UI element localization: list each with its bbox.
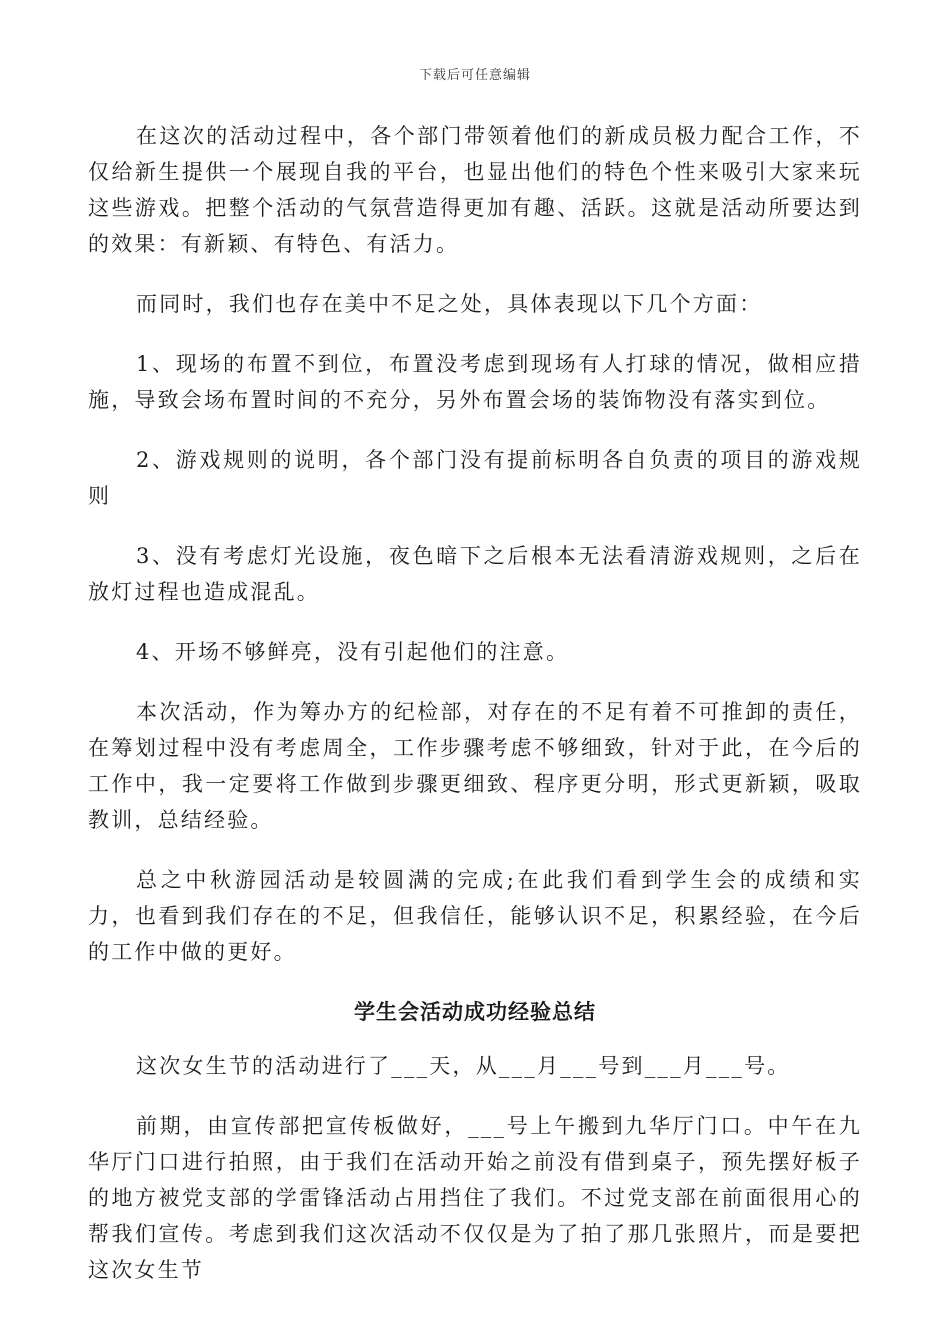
paragraph-early-stage: 前期，由宣传部把宣传板做好，___号上午搬到九华厅门口。中午在九华厅门口进行拍照，由于我们在活动开始之前没有借到桌子，预先摆好板子的地方被党支部的学雷锋活动占用挡住了我们。不过党支部在前面很用心的帮我们宣传。考虑到我们这次活动不仅仅是为了拍了那几张照片，而是要把这次女生节 [88, 1114, 862, 1282]
paragraph-effect-summary: 在这次的活动过程中，各个部门带领着他们的新成员极力配合工作，不仅给新生提供一个展现自我的平台，也显出他们的特色个性来吸引大家来玩这些游戏。把整个活动的气氛营造得更加有趣、活跃。这就是活动所要达到的效果：有新颖、有特色、有活力。 [88, 124, 862, 256]
paragraph-shortcoming-1: 1、现场的布置不到位，布置没考虑到现场有人打球的情况，做相应措施，导致会场布置时间的不充分，另外布置会场的装饰物没有落实到位。 [88, 352, 862, 412]
document-body [88, 118, 862, 1312]
paragraph-shortcoming-3: 3、没有考虑灯光设施，夜色暗下之后根本无法看清游戏规则，之后在放灯过程也造成混乱。 [88, 544, 862, 604]
paragraph-shortcoming-2: 2、游戏规则的说明，各个部门没有提前标明各自负责的项目的游戏规则 [88, 448, 862, 508]
section-heading: 学生会活动成功经验总结 [354, 1000, 596, 1024]
paragraph-shortcoming-4: 4、开场不够鲜亮，没有引起他们的注意。 [136, 640, 570, 664]
paragraph-responsibility: 本次活动，作为筹办方的纪检部，对存在的不足有着不可推卸的责任，在筹划过程中没有考虑周全，工作步骤考虑不够细致，针对于此，在今后的工作中，我一定要将工作做到步骤更细致、程序更分明，形式更新颖，吸取教训，总结经验。 [88, 700, 862, 832]
page-header-note: 下载后可任意编辑 [418, 68, 531, 83]
paragraph-conclusion: 总之中秋游园活动是较圆满的完成;在此我们看到学生会的成绩和实力，也看到我们存在的不足，但我信任，能够认识不足，积累经验，在今后的工作中做的更好。 [88, 868, 862, 964]
paragraph-duration: 这次女生节的活动进行了___天，从___月___号到___月___号。 [136, 1054, 791, 1078]
paragraph-shortcomings-intro: 而同时，我们也存在美中不足之处，具体表现以下几个方面： [136, 292, 763, 316]
